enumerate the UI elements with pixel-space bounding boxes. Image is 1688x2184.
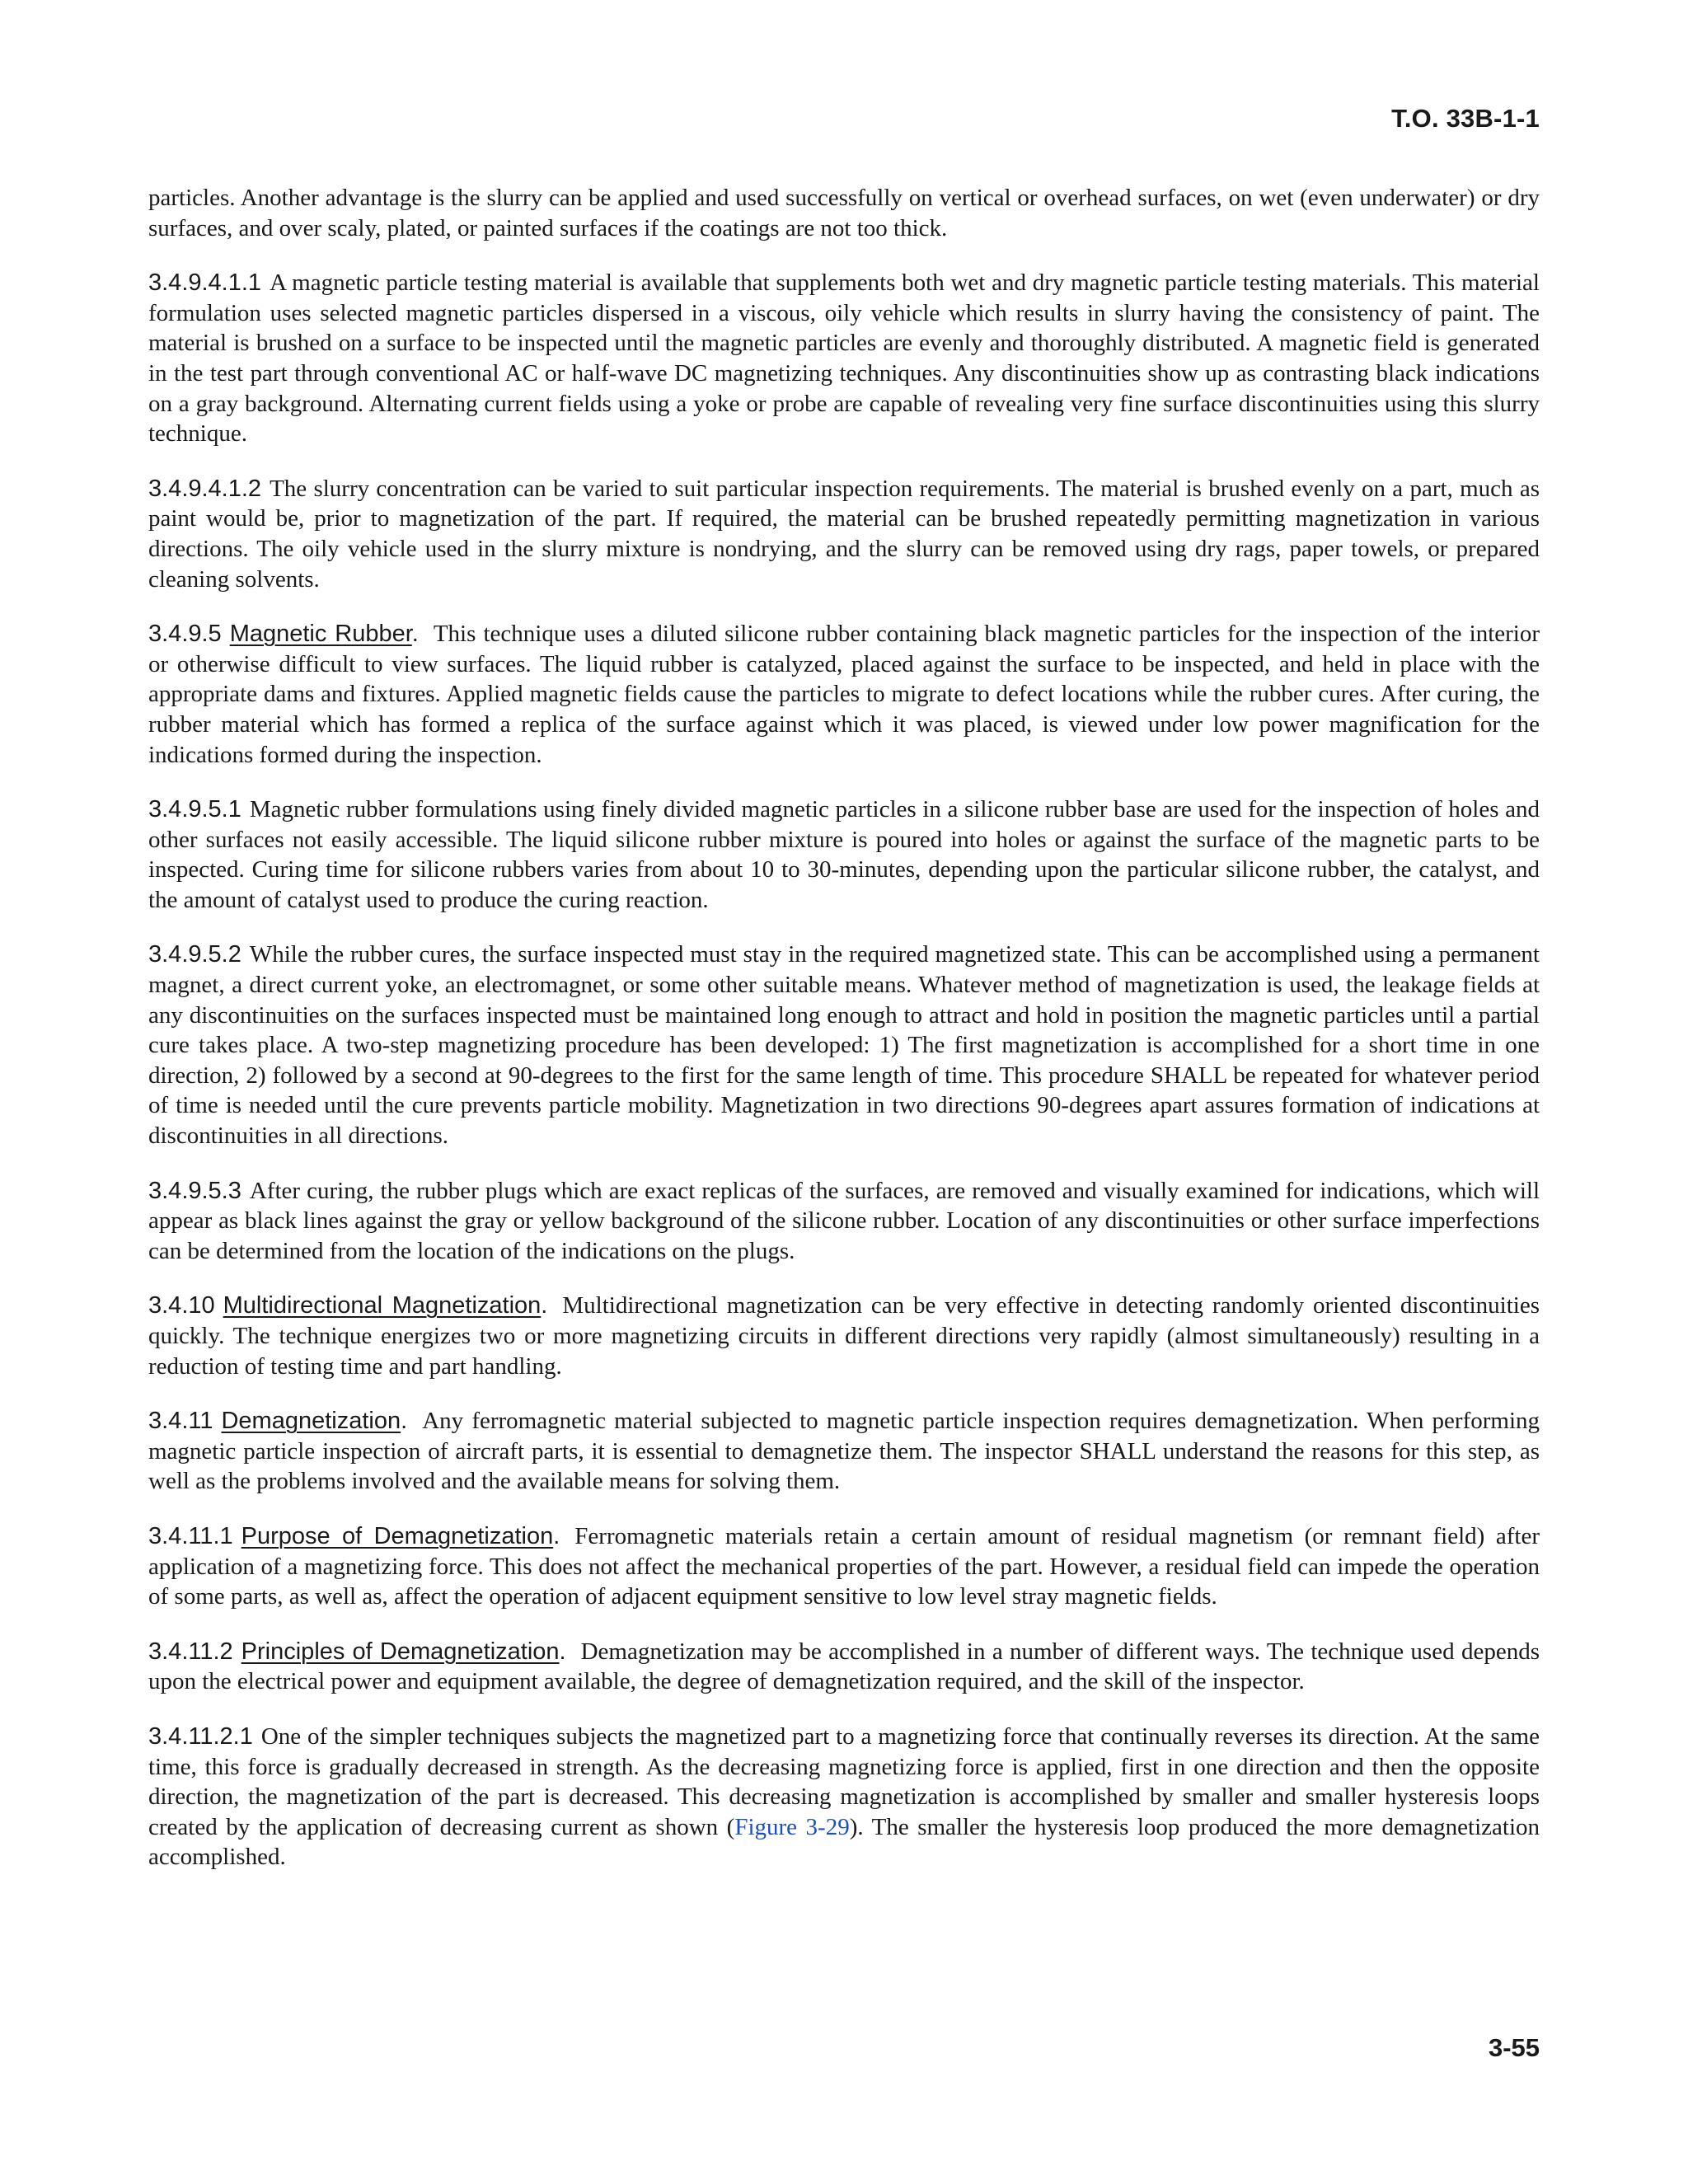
paragraph-3-4-9-4-1-2 (148, 474, 1540, 594)
paragraph-3-4-9-5-2 (148, 940, 1540, 1151)
paragraph-3-4-9-4-1-1 (148, 268, 1540, 449)
paragraph-3-4-11-2-1 (148, 1722, 1540, 1872)
paragraph-text: Multidirectional magnetization can be very effective in detecting randomly oriented discontinuities quickly. The technique energizes two or more magnetizing circuits in different directions very rapidly (almost simultaneously) resulting in a reduction of testing time and part handling. (148, 1292, 1540, 1380)
paragraph-text: A magnetic particle testing material is available that supplements both wet and dry magnetic particle testing materials. This material formulation uses selected magnetic particles dispersed in a viscous, oily vehicle which results in slurry having the consistency of paint. The material is brushed on a surface to be inspected until the magnetic particles are evenly and thoroughly distributed. A magnetic field is generated in the test part through conventional AC or half-wave DC magnetizing techniques. Any discontinuities show up as contrasting black indications on a gray background. Alternating current fields using a yoke or probe are capable of revealing very fine surface discontinuities using this slurry technique. (148, 269, 1540, 448)
paragraph-continuation (148, 183, 1540, 243)
paragraph-3-4-9-5: 3.4.9.5 Magnetic Rubber. This technique uses a diluted silicone rubber containing black magnetic particles for the inspection of the interior or otherwise difficult to view surfaces. The liquid rubber is catalyzed, placed against the surface to be inspected, and held in place with the appropriate dams and fixtures. Applied magnetic fields cause the particles to migrate to defect locations while the rubber cures. After curing, the rubber material which has formed a replica of the surface against which it was placed, is viewed under low power magnification for the indications formed during the inspection. (148, 621, 1540, 768)
paragraph-number: 3.4.11.1 (148, 1522, 233, 1549)
paragraph-text: particles. Another advantage is the slurry can be applied and used successfully on vertical or overhead surfaces, on wet (even underwater) or dry surfaces, and over scaly, plated, or painted surfaces if the coatings are not too thick. (148, 185, 1540, 241)
section-heading: Magnetic Rubber (229, 621, 412, 648)
paragraph-text-after-link: ). The smaller the hysteresis loop produced the more demagnetization accomplished. (148, 1813, 1540, 1871)
section-heading: Purpose of Demagnetization (241, 1522, 554, 1549)
page-number-footer: 3-55 (1488, 2033, 1540, 2062)
paragraph-number: 3.4.11.2 (148, 1638, 233, 1665)
paragraph-text: Ferromagnetic materials retain a certain amount of residual magnetism (or remnant field) after application of a magnetizing force. This does not affect the mechanical properties of the part. However, a residual field can impede the operation of some parts, as well as, affect the operation of adjacent equipment sensitive to low level stray magnetic fields. (148, 1522, 1540, 1610)
paragraph-number: 3.4.11 (148, 1408, 213, 1435)
paragraph-text: One of the simpler techniques subjects the magnetized part to a magnetizing force that continually reverses its direction. At the same time, this force is gradually decreased in strength. As the decreasing magnetizing force is applied, first in one direction and then the opposite direction, the magnetization of the part is decreased. This decreasing magnetization is accomplished by smaller and smaller hysteresis loops created by the application of decreasing current as shown ( (148, 1722, 1540, 1840)
paragraph-3-4-11-2: 3.4.11.2 Principles of Demagnetization. Demagnetization may be accomplished in a number of different ways. The technique used depends upon the electrical power and equipment available, the degree of demagnetization required, and the skill of the inspector. (148, 1638, 1540, 1695)
section-heading: Multidirectional Magnetization (223, 1292, 542, 1319)
paragraph-text: The slurry concentration can be varied to suit particular inspection requirements. The material is brushed evenly on a part, much as paint would be, prior to magnetization of the part. If required, the material can be brushed repeatedly permitting magnetization in various directions. The oily vehicle used in the slurry mixture is nondrying, and the slurry can be removed using dry rags, paper towels, or prepared cleaning solvents. (148, 475, 1540, 593)
paragraph-3-4-11-1: 3.4.11.1 Purpose of Demagnetization. Ferromagnetic materials retain a certain amount of residual magnetism (or remnant field) after application of a magnetizing force. This does not affect the mechanical properties of the part. However, a residual field can impede the operation of some parts, as well as, affect the operation of adjacent equipment sensitive to low level stray magnetic fields. (148, 1522, 1540, 1610)
document-id-header: T.O. 33B-1-1 (1391, 104, 1540, 133)
section-heading: Principles of Demagnetization (241, 1638, 560, 1665)
paragraph-number: 3.4.11.2.1 (148, 1722, 253, 1750)
paragraph-number: 3.4.10 (148, 1292, 215, 1319)
paragraph-3-4-9-5-3 (148, 1176, 1540, 1267)
paragraph-text: Magnetic rubber formulations using finely divided magnetic particles in a silicone rubber base are used for the inspection of holes and other surfaces not easily accessible. The liquid silicone rubber mixture is poured into holes or against the surface of the magnetic parts to be inspected. Curing time for silicone rubbers varies from about 10 to 30-minutes, depending upon the particular silicone rubber, the catalyst, and the amount of catalyst used to produce the curing reaction. (148, 796, 1540, 913)
document-body (148, 183, 1540, 1897)
figure-3-29-link[interactable]: Figure 3-29 (734, 1813, 850, 1840)
paragraph-number: 3.4.9.5.1 (148, 796, 241, 823)
paragraph-3-4-10: 3.4.10 Multidirectional Magnetization. Multidirectional magnetization can be very effective in detecting randomly oriented discontinuities quickly. The technique energizes two or more magnetizing circuits in different directions very rapidly (almost simultaneously) resulting in a reduction of testing time and part handling. (148, 1292, 1540, 1380)
paragraph-text: This technique uses a diluted silicone rubber containing black magnetic particles for the inspection of the interior or otherwise difficult to view surfaces. The liquid rubber is catalyzed, placed against the surface to be inspected, and held in place with the appropriate dams and fixtures. Applied magnetic fields cause the particles to migrate to defect locations while the rubber cures. After curing, the rubber material which has formed a replica of the surface against which it was placed, is viewed under low power magnification for the indications formed during the inspection. (148, 621, 1540, 768)
paragraph-number: 3.4.9.4.1.1 (148, 269, 262, 297)
paragraph-number: 3.4.9.4.1.2 (148, 475, 262, 502)
paragraph-number: 3.4.9.5.3 (148, 1177, 241, 1204)
paragraph-text: Demagnetization may be accomplished in a number of different ways. The technique used depends upon the electrical power and equipment available, the degree of demagnetization required, and the skill of the inspector. (148, 1638, 1540, 1695)
paragraph-text: Any ferromagnetic material subjected to magnetic particle inspection requires demagnetization. When performing magnetic particle inspection of aircraft parts, it is essential to demagnetize them. The inspector SHALL understand the reasons for this step, as well as the problems involved and the available means for solving them. (148, 1408, 1540, 1495)
paragraph-number: 3.4.9.5.2 (148, 941, 241, 968)
paragraph-text: After curing, the rubber plugs which are exact replicas of the surfaces, are removed and visually examined for indications, which will appear as black lines against the gray or yellow background of the silicone rubber. Location of any discontinuities or other surface imperfections can be determined from the location of the indications on the plugs. (148, 1177, 1540, 1264)
section-heading: Demagnetization (221, 1408, 401, 1435)
paragraph-text: While the rubber cures, the surface inspected must stay in the required magnetized state. This can be accomplished using a permanent magnet, a direct current yoke, an electromagnet, or some other suitable means. Whatever method of magnetization is used, the leakage fields at any discontinuities on the surfaces inspected must be maintained long enough to attract and hold in position the magnetic particles until a partial cure takes place. A two-step magnetizing procedure has been developed: 1) The first magnetization is accomplished for a short time in one direction, 2) followed by a second at 90-degrees to the first for the same length of time. This procedure SHALL be repeated for whatever period of time is needed until the cure prevents particle mobility. Magnetization in two directions 90-degrees apart assures formation of indications at discontinuities in all directions. (148, 941, 1540, 1150)
paragraph-3-4-9-5-1 (148, 794, 1540, 915)
paragraph-3-4-11: 3.4.11 Demagnetization. Any ferromagnetic material subjected to magnetic particle inspection requires demagnetization. When performing magnetic particle inspection of aircraft parts, it is essential to demagnetize them. The inspector SHALL understand the reasons for this step, as well as the problems involved and the available means for solving them. (148, 1408, 1540, 1495)
paragraph-number: 3.4.9.5 (148, 621, 222, 648)
